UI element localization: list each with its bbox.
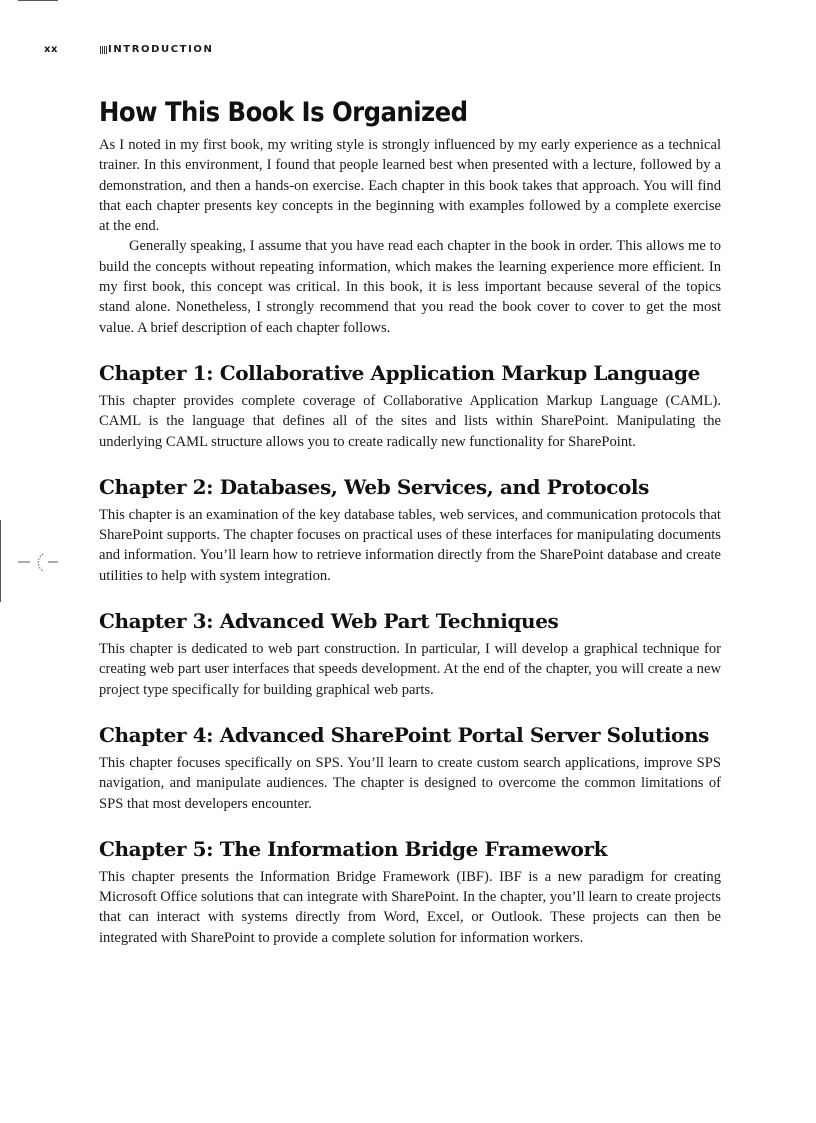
section-marker-icon [100, 46, 107, 54]
chapter-heading: Chapter 5: The Information Bridge Framework [99, 836, 608, 861]
intro-paragraph: Generally speaking, I assume that you have read each chapter in the book in order. This allows me to build the concepts without repeating information, which makes the learning experience more efficient. In my first book, this concept was critical. In this book, it is less important because several of the topics stand alone. Nonetheless, I strongly recommend that you read the book cover to cover to get the most value. A brief description of each chapter follows. [99, 238, 721, 336]
chapter-heading: Chapter 3: Advanced Web Part Techniques [99, 609, 559, 634]
top-crop-rule [18, 0, 58, 1]
chapter-description: This chapter is an examination of the key database tables, web services, and communication protocols that SharePoint supports. The chapter focuses on practical uses of these interfaces for manipulating documents and information. You’ll learn how to retrieve information directly from the SharePoint database and create utilities to help with system integration. [99, 506, 721, 584]
page-title: How This Book Is Organized [99, 97, 468, 128]
chapter-description: This chapter is dedicated to web part construction. In particular, I will develop a graphical technique for creating web part user interfaces that speeds development. At the end of the chapter, you will create a new project type specifically for building graphical web parts. [99, 641, 721, 698]
section-title: INTRODUCTION [108, 44, 214, 55]
chapter-description: This chapter provides complete coverage of Collaborative Application Markup Language (CAML). CAML is the language that defines all of the sites and lists within SharePoint. Manipulating the underlying CAML structure allows you to create radically new functionality for SharePoint. [99, 392, 721, 450]
chapter-heading: Chapter 2: Databases, Web Services, and Protocols [99, 474, 649, 499]
chapter-description: This chapter presents the Information Bridge Framework (IBF). IBF is a new paradigm for creating Microsoft Office solutions that can integrate with SharePoint. In the chapter, you’ll learn to create projects that can interact with systems directly from Word, Excel, or Outlook. These projects can then be integrated with SharePoint to provide a complete solution for information workers. [99, 868, 721, 946]
page-content [99, 96, 721, 948]
chapter-description: This chapter focuses specifically on SPS. You’ll learn to create custom search applications, improve SPS navigation, and manipulate audiences. The chapter is designed to overcome the common limitations of SPS that most developers encounter. [99, 754, 721, 812]
running-header [44, 44, 744, 58]
chapter-heading: Chapter 4: Advanced SharePoint Portal Server Solutions [99, 722, 709, 747]
chapter-heading: Chapter 1: Collaborative Application Markup Language [99, 360, 700, 385]
registration-mark-icon [0, 520, 60, 602]
page-number: xx [44, 44, 58, 55]
intro-paragraph: As I noted in my first book, my writing style is strongly influenced by my early experience as a technical trainer. In this environment, I found that people learned best when presented with a lecture, followed by a demonstration, and then a hands-on exercise. Each chapter in this book takes that approach. You will find that each chapter presents key concepts in the beginning with examples followed by a complete exercise at the end. [99, 137, 721, 235]
